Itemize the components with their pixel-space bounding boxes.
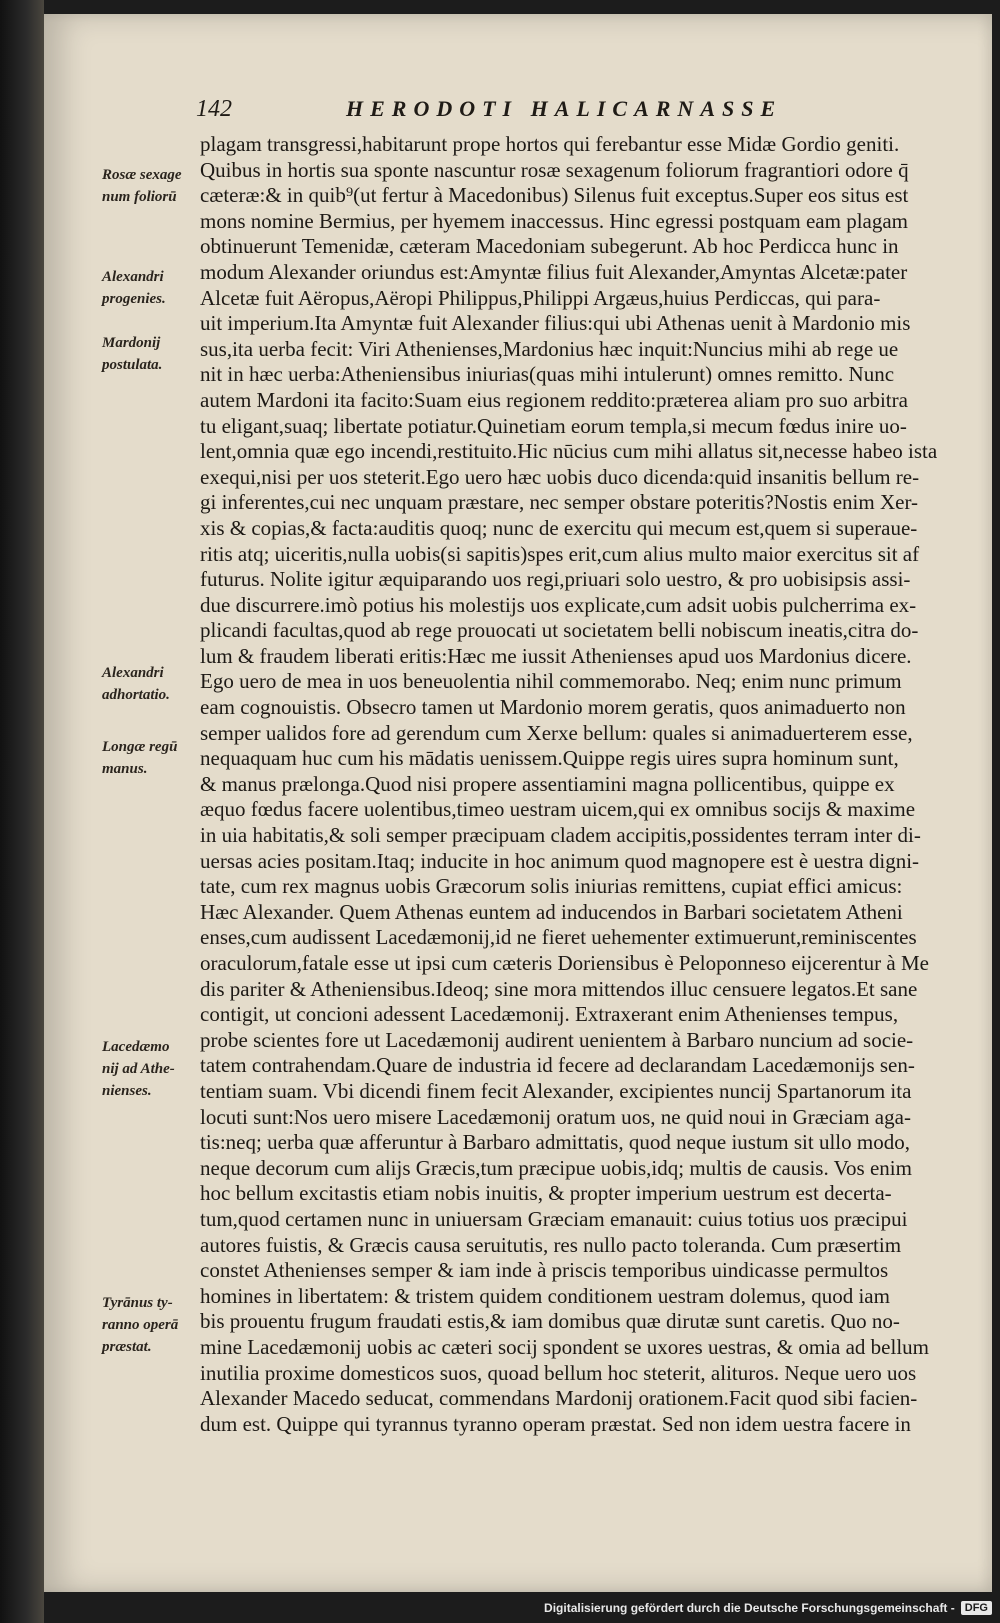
text-line: tate, cum rex magnus uobis Græcorum solis iniurias remittens, cupiat effici amicus: xyxy=(200,874,903,899)
text-line: eam cognouistis. Obsecro tamen ut Mardonio morem geratis, quos animaduerto non xyxy=(200,695,906,720)
text-line: xis & copias,& facta:auditis quoq; nunc de exercitu qui mecum est,quem si superaue- xyxy=(200,515,918,540)
text-line: neque decorum cum alijs Græcis,tum præcipue uobis,idq; multis de causis. Vos enim xyxy=(200,1155,912,1180)
text-line: locuti sunt:Nos uero misere Lacedæmonij oratum uos, ne quid noui in Græciam aga- xyxy=(200,1104,911,1129)
margin-note: Alexandri adhortatio. xyxy=(102,665,170,703)
text-line: sus,ita uerba fecit: Viri Athenienses,Mardonius hæc inquit:Nuncius mihi ab rege ue xyxy=(200,336,899,361)
text-line: plagam transgressi,habitarunt prope hortos qui ferebantur esse Midæ Gordio geniti. xyxy=(200,132,900,156)
text-line: dum est. Quippe qui tyrannus tyranno operam præstat. Sed non idem uestra facere in xyxy=(200,1411,911,1436)
margin-notes xyxy=(102,14,200,1592)
text-line: lent,omnia quæ ego incendi,restituito.Hic nūcius cum mihi allatus sit,necesse habeo ista xyxy=(200,439,938,464)
text-line: mons nomine Bermius, per hyemem inaccessus. Hinc egressi postquam eam plagam xyxy=(200,208,909,233)
text-line: æquo fœdus facere uolentibus,timeo uestram uicem,qui ex omnibus socijs & maxime xyxy=(200,797,916,822)
text-line: homines in libertatem: & tristem quidem conditionem uestram dolemus, quod iam xyxy=(200,1283,890,1308)
text-line: Ego uero de mea in uos beneuolentia nihil commemorabo. Neq; enim nunc primum xyxy=(200,669,902,694)
text-line: tu eligant,suaq; libertate potiatur.Quinetiam eorum templa,si mecum fœdus inire uo- xyxy=(200,413,907,438)
text-line: mine Lacedæmonij uobis ac cæteri socij spondent se uxores uestras, & omia ad bellum xyxy=(200,1334,930,1359)
text-line: nit in hæc uerba:Atheniensibus iniurias(quas mihi intulerunt) omnes remitto. Nunc xyxy=(200,362,895,387)
body-text xyxy=(200,132,990,1437)
margin-note: Alexandri progenies. xyxy=(102,269,166,307)
text-line: exequi,nisi per uos steterit.Ego uero hæc uobis duco dicenda:quid insanitis bellum re- xyxy=(200,464,920,489)
margin-note: Longæ regū manus. xyxy=(102,739,178,777)
text-line: uit imperium.Ita Amyntæ fuit Alexander filius:qui ubi Athenas uenit à Mardonio mis xyxy=(200,311,911,336)
text-line: contigit, ut concioni adessent Lacedæmonij. Extraxerant enim Athenienses tempus, xyxy=(200,1002,899,1027)
text-line: tis:neq; uerba quæ afferuntur à Barbaro admittatis, quod neque iustum sit ullo modo, xyxy=(200,1130,910,1155)
page-header xyxy=(196,96,986,123)
book-gutter-edge xyxy=(0,0,44,1623)
text-line: Alcetæ fuit Aëropus,Aëropi Philippus,Philippi Argæus,huius Perdiccas, qui para- xyxy=(200,285,881,310)
text-line: oraculorum,fatale esse ut ipsi cum cæteris Doriensibus è Peloponneso eijcerentur à Me xyxy=(200,951,929,975)
text-line: uersas acies positam.Itaq; inducite in hoc animum quod magnopere est è uestra digni- xyxy=(200,848,920,873)
text-line: plicandi facultas,quod ab rege prouocati ut societatem belli nobiscum ineatis,citra do- xyxy=(200,618,919,643)
text-line: bis prouentu frugum fraudati estis,& iam domibus quæ dirutæ sunt caretis. Quo no- xyxy=(200,1309,900,1334)
text-line: tum,quod certamen nunc in uniuersam Græciam emanauit: cuius totius uos præcipui xyxy=(200,1206,908,1231)
text-line: gi inferentes,cui nec unquam præstare, nec semper obstare poteritis?Nostis enim Xer- xyxy=(200,490,919,515)
text-line: modum Alexander oriundus est:Amyntæ filius fuit Alexander,Amyntas Alcetæ:pater xyxy=(200,259,908,284)
footer-credit: Digitalisierung gefördert durch die Deutsche Forschungsgemeinschaft - xyxy=(544,1601,955,1615)
text-line: obtinuerunt Temenidæ, cæteram Macedoniam subegerunt. Ab hoc Perdicca hunc in xyxy=(200,234,899,259)
page-number: 142 xyxy=(196,96,232,122)
text-line: Hæc Alexander. Quem Athenas euntem ad inducendos in Barbari societatem Atheni xyxy=(200,899,903,924)
text-line: hoc bellum excitastis etiam nobis inuitis, & propter imperium uestrum est decerta- xyxy=(200,1181,892,1206)
book-page xyxy=(44,14,992,1592)
text-line: nequaquam huc cum his mādatis uenissem.Quippe regis uires supra hominum sunt, xyxy=(200,746,899,771)
text-line: probe scientes fore ut Lacedæmonij audirent uenientem à Barbaro nuncium ad socie- xyxy=(200,1027,914,1052)
margin-note: Rosæ sexage num foliorū xyxy=(102,167,182,205)
margin-note: Mardonij postulata. xyxy=(102,335,163,373)
text-line: semper ualidos fore ad gerendum cum Xerxe bellum: quales si animaduerterem esse, xyxy=(200,720,913,745)
text-line: dis pariter & Atheniensibus.Ideoq; sine mora mittendos illuc censuere legatos.Et sane xyxy=(200,976,918,1001)
text-line: autem Mardoni ita facito:Suam eius regionem reddito:præterea aliam pro suo arbitra xyxy=(200,387,908,412)
text-line: constet Athenienses semper & iam inde à priscis temporibus uindicasse permultos xyxy=(200,1258,889,1283)
margin-note: Lacedæmo nij ad Athe- nienses. xyxy=(102,1039,175,1099)
text-line: ritis atq; uiceritis,nulla uobis(si sapitis)spes erit,cum alius multo maior exercitus sit af xyxy=(200,541,920,566)
text-line: cæteræ:& in quib⁹(ut fertur à Macedonibus) Silenus fuit exceptus.Super eos situs est xyxy=(200,183,909,208)
text-line: inutilia proxime domesticos suos, quoad bellum hoc steterit, alituros. Neque uero uos xyxy=(200,1360,917,1385)
text-line: tatem contrahendam.Quare de industria id fecere ad declarandam Lacedæmonijs sen- xyxy=(200,1053,915,1078)
text-line: Quibus in hortis sua sponte nascuntur rosæ sexagenum foliorum fragrantiori odore q̄ xyxy=(200,157,909,182)
digitization-footer xyxy=(544,1597,992,1619)
text-line: lum & fraudem liberati eritis:Hæc me iussit Athenienses apud uos Mardonius dicere. xyxy=(200,643,912,668)
text-line: tentiam suam. Vbi dicendi finem fecit Alexander, excipientes nuncij Spartanorum ita xyxy=(200,1078,912,1103)
text-line: futurus. Nolite igitur æquiparando uos regi,priuari solo uestro, & pro uobisipsis assi- xyxy=(200,567,911,592)
text-line: in uia habitatis,& soli semper præcipuam cladem accipitis,possidentes terram inter di- xyxy=(200,823,921,848)
text-line: enses,cum audissent Lacedæmonij,id ne fieret uehementer extimuerunt,reminiscentes xyxy=(200,925,917,950)
text-line: due discurrere.imò potius his molestijs uos explicate,cum adsit uobis pulcherrima ex- xyxy=(200,592,917,617)
dfg-logo: DFG xyxy=(961,1601,992,1615)
running-head: HERODOTI HALICARNASSE xyxy=(346,96,783,121)
margin-note: Tyrānus ty- ranno operā præstat. xyxy=(102,1295,179,1355)
text-line: & manus prælonga.Quod nisi propere assentiamini magna pollicentibus, quippe ex xyxy=(200,771,895,796)
text-line: autores fuistis, & Græcis causa seruitutis, res nullo pacto toleranda. Cum præsertim xyxy=(200,1232,902,1257)
text-line: Alexander Macedo seducat, commendans Mardonij orationem.Facit quod sibi facien- xyxy=(200,1386,918,1411)
